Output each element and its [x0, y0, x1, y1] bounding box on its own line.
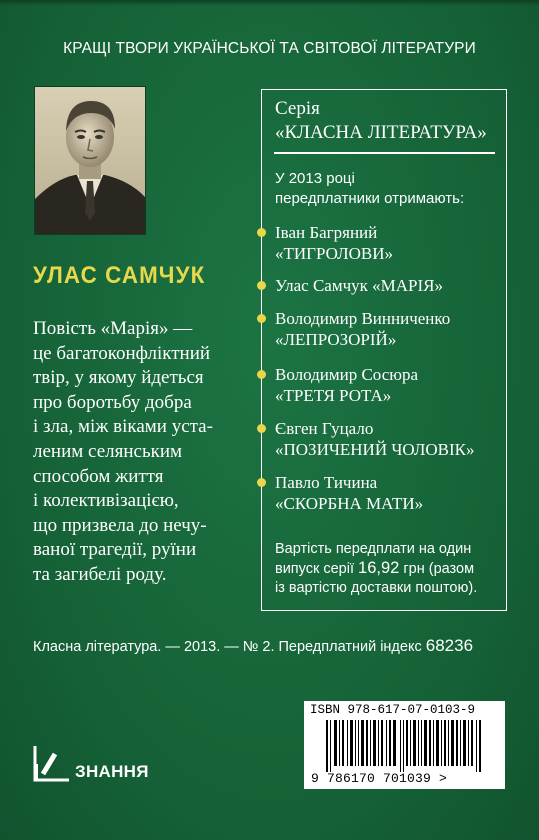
index-text: Класна література. — 2013. — № 2. Передплатний індекс: [33, 639, 426, 655]
bullet-icon: [257, 281, 266, 290]
publisher-name: ЗНАННЯ: [75, 762, 149, 781]
author-name: УЛАС САМЧУК: [33, 262, 206, 289]
description-line: це багатоконфліктний: [33, 342, 211, 364]
book-title: «СКОРБНА МАТИ»: [275, 494, 424, 513]
index-number: 68236: [425, 636, 474, 655]
book-title: «ПОЗИЧЕНИЙ ЧОЛОВІК»: [275, 440, 475, 459]
author-portrait-image: [35, 87, 145, 234]
book-author: Євген Гуцало: [275, 419, 374, 438]
description-line: та загибелі роду.: [33, 563, 167, 585]
price-line: Вартість передплати на один: [275, 541, 472, 557]
subscribers-line: передплатники отримають:: [275, 190, 465, 207]
description-line: твір, у якому йдеться: [33, 367, 204, 389]
description-line: що призвела до нечу-: [33, 514, 207, 536]
book-author: Володимир Сосюра: [275, 365, 419, 384]
book-author: Володимир Винниченко: [275, 309, 451, 328]
book-title: «ТРЕТЯ РОТА»: [275, 386, 392, 405]
description-line: ваної трагедії, руїни: [33, 539, 197, 561]
subscribers-note: [275, 169, 464, 209]
subscribers-line: У 2013 році: [275, 170, 355, 187]
description-line: леним селянським: [33, 440, 183, 462]
subscription-price-note: [275, 540, 503, 598]
series-name: «КЛАСНА ЛІТЕРАТУРА»: [275, 122, 487, 143]
price-line: [275, 559, 503, 579]
subscription-index: [33, 636, 473, 656]
description-line: і зла, між віками уста-: [33, 416, 213, 438]
barcode-digits: 9 786170 701039 >: [311, 771, 448, 786]
series-label: Серія: [275, 98, 320, 119]
isbn-text: ISBN 978-617-07-0103-9: [310, 703, 476, 717]
description-line: про боротьбу добра: [33, 391, 192, 413]
book-title: «ТИГРОЛОВИ»: [275, 244, 394, 263]
bullet-icon: [257, 424, 266, 433]
bullet-icon: [257, 228, 266, 237]
series-info-box: [261, 89, 507, 611]
bullet-icon: [257, 370, 266, 379]
book-author: Улас Самчук «МАРІЯ»: [275, 276, 443, 295]
description-line: Повість «Марія» —: [33, 318, 193, 339]
book-title: «ЛЕПРОЗОРІЙ»: [275, 330, 397, 349]
bullet-icon: [257, 478, 266, 487]
publisher-logo-icon: [33, 744, 71, 782]
author-photo: [34, 86, 146, 235]
book-author: Іван Багряний: [275, 223, 378, 242]
book-author: Павло Тичина: [275, 473, 378, 492]
book-description: [33, 317, 268, 588]
price-text: випуск серії: [275, 561, 359, 577]
divider: [274, 152, 495, 154]
price-text: грн (разом: [399, 561, 475, 577]
barcode-bars: [326, 720, 486, 772]
price-line: із вартістю доставки поштою).: [275, 580, 478, 596]
bullet-icon: [257, 314, 266, 323]
price-value: 16,92: [358, 559, 400, 577]
description-line: способом життя: [33, 465, 164, 487]
description-line: і колективізацією,: [33, 490, 179, 512]
barcode: [304, 701, 505, 789]
series-heading: КРАЩІ ТВОРИ УКРАЇНСЬКОЇ ТА СВІТОВОЇ ЛІТЕРАТУРИ: [63, 40, 476, 57]
